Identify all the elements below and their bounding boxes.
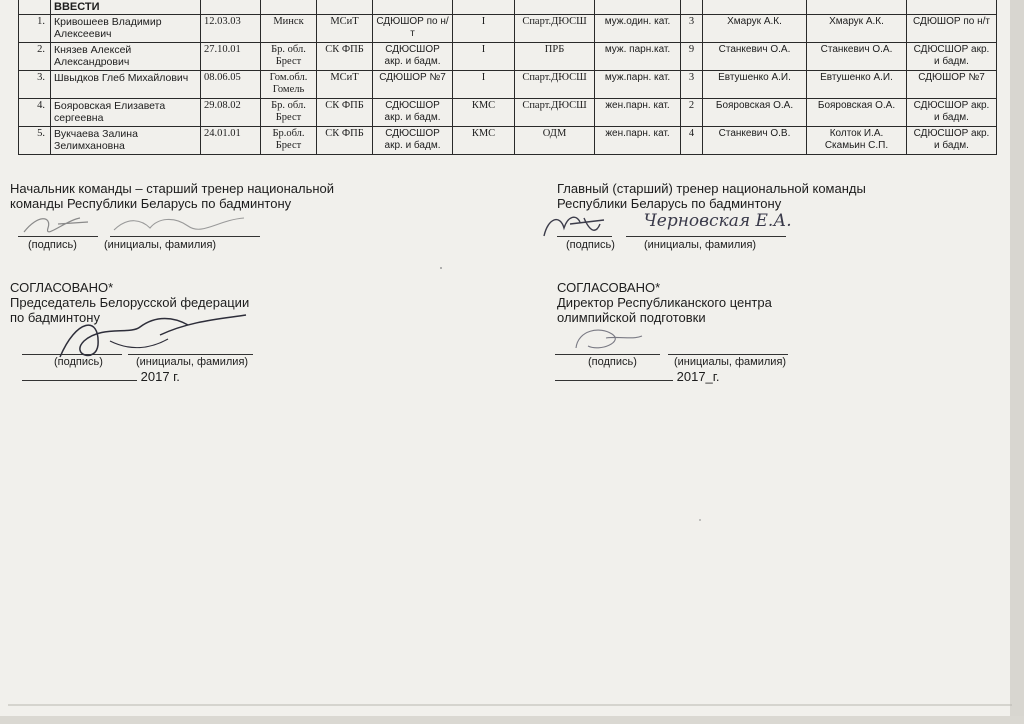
rating-category-cell: жен.парн. кат. xyxy=(595,127,681,155)
sports-school-cell: СДЮСШОР акр. и бадм. xyxy=(373,127,453,155)
rating-category-cell: муж. парн.кат. xyxy=(595,43,681,71)
table-row xyxy=(19,99,997,127)
sport-rank-cell: I xyxy=(453,43,515,71)
club-cell: СДЮШОР по н/т xyxy=(907,15,997,43)
sport-rank-cell: I xyxy=(453,71,515,99)
approval-line-1: Председатель Белорусской федерации xyxy=(10,295,250,310)
region-cell: Минск xyxy=(261,15,317,43)
caption-signature: (подпись) xyxy=(54,356,103,368)
personal-coach-cell: Евтушенко А.И. xyxy=(703,71,807,99)
row-number-cell: 4. xyxy=(19,99,51,127)
approval-heading: СОГЛАСОВАНО* xyxy=(10,280,114,295)
athlete-name-cell: Кривошеев Владимир Алексеевич xyxy=(51,15,201,43)
region-cell: Бр.обл. Брест xyxy=(261,127,317,155)
rating-category-cell: муж.один. кат. xyxy=(595,15,681,43)
organization-cell: ОДМ xyxy=(515,127,595,155)
name-line xyxy=(626,211,792,237)
handwritten-name: Черновская Е.А. xyxy=(643,211,792,231)
table-row xyxy=(19,71,997,99)
athlete-name-cell: Швыдков Глеб Михайлович xyxy=(51,71,201,99)
federation-date-row xyxy=(22,368,180,384)
table-row xyxy=(19,15,997,43)
row-number-cell: 3. xyxy=(19,71,51,99)
caption-signature: (подпись) xyxy=(28,239,77,251)
caption-initials: (инициалы, фамилия) xyxy=(643,239,757,251)
club-cell: СДЮСШОР акр. и бадм. xyxy=(907,99,997,127)
row-number-cell: 1. xyxy=(19,15,51,43)
birth-date-cell: 29.08.02 xyxy=(201,99,261,127)
birth-date-cell: 12.03.03 xyxy=(201,15,261,43)
caption-initials: (инициалы, фамилия) xyxy=(103,239,217,251)
birth-date-cell: 27.10.01 xyxy=(201,43,261,71)
athlete-name-cell: Вукчаева Залина Зелимхановна xyxy=(51,127,201,155)
sports-school-cell: СДЮШОР №7 xyxy=(373,71,453,99)
name-line xyxy=(668,340,788,355)
table-header-fragment xyxy=(19,0,997,15)
chief-coach-title-1: Главный (старший) тренер национальной команды xyxy=(557,181,866,196)
approval-year: 2017 г. xyxy=(140,369,180,384)
approval-line-1: Директор Республиканского центра xyxy=(557,295,772,310)
approval-year: 2017_г. xyxy=(676,369,720,384)
organization-cell: ПРБ xyxy=(515,43,595,71)
athlete-name-cell: Бояровская Елизавета сергеевна xyxy=(51,99,201,127)
header-fragment-text: ВВЕСТИ xyxy=(51,0,201,15)
department-cell: МСиТ xyxy=(317,71,373,99)
chief-coach-signature-image xyxy=(540,210,620,240)
rating-category-cell: муж.парн. кат. xyxy=(595,71,681,99)
chief-coach-block xyxy=(557,181,866,211)
place-cell: 4 xyxy=(681,127,703,155)
organization-cell: Спарт.ДЮСШ xyxy=(515,15,595,43)
birth-date-cell: 08.06.05 xyxy=(201,71,261,99)
chief-coach-title-2: Республики Беларусь по бадминтону xyxy=(557,196,782,211)
athlete-name-cell: Князев Алексей Александрович xyxy=(51,43,201,71)
region-cell: Гом.обл. Гомель xyxy=(261,71,317,99)
place-cell: 3 xyxy=(681,71,703,99)
head-coach-title-1: Начальник команды – старший тренер национальной xyxy=(10,181,335,196)
caption-signature: (подпись) xyxy=(566,239,615,251)
center-date-row xyxy=(555,368,720,384)
department-cell: СК ФПБ xyxy=(317,99,373,127)
row-number-cell: 5. xyxy=(19,127,51,155)
personal-coach-cell: Бояровская О.А. xyxy=(703,99,807,127)
head-coach-captions xyxy=(28,238,216,253)
region-cell: Бр. обл. Брест xyxy=(261,99,317,127)
club-cell: СДЮШОР №7 xyxy=(907,71,997,99)
first-coach-cell: Бояровская О.А. xyxy=(807,99,907,127)
date-line xyxy=(22,368,137,381)
rating-category-cell: жен.парн. кат. xyxy=(595,99,681,127)
roster-body xyxy=(19,15,997,155)
center-director-signature-image xyxy=(570,318,650,358)
head-coach-block xyxy=(10,181,334,211)
first-coach-cell: Хмарук А.К. xyxy=(807,15,907,43)
personal-coach-cell: Станкевич О.А. xyxy=(703,43,807,71)
organization-cell: Спарт.ДЮСШ xyxy=(515,71,595,99)
caption-signature: (подпись) xyxy=(588,356,637,368)
caption-initials: (инициалы, фамилия) xyxy=(673,356,787,368)
approval-heading: СОГЛАСОВАНО* xyxy=(557,280,661,295)
federation-chair-signature-image xyxy=(40,305,270,365)
head-coach-title-2: команды Республики Беларусь по бадминтону xyxy=(10,196,292,211)
chief-coach-captions xyxy=(566,238,756,253)
department-cell: МСиТ xyxy=(317,15,373,43)
row-number-cell: 2. xyxy=(19,43,51,71)
club-cell: СДЮСШОР акр. и бадм. xyxy=(907,43,997,71)
caption-initials: (инициалы, фамилия) xyxy=(135,356,249,368)
sport-rank-cell: КМС xyxy=(453,127,515,155)
personal-coach-cell: Станкевич О.В. xyxy=(703,127,807,155)
sport-rank-cell: I xyxy=(453,15,515,43)
sport-rank-cell: КМС xyxy=(453,99,515,127)
place-cell: 3 xyxy=(681,15,703,43)
team-roster-table xyxy=(18,0,997,155)
personal-coach-cell: Хмарук А.К. xyxy=(703,15,807,43)
department-cell: СК ФПБ xyxy=(317,43,373,71)
department-cell: СК ФПБ xyxy=(317,127,373,155)
sports-school-cell: СДЮШОР по н/т xyxy=(373,15,453,43)
place-cell: 2 xyxy=(681,99,703,127)
club-cell: СДЮСШОР акр. и бадм. xyxy=(907,127,997,155)
organization-cell: Спарт.ДЮСШ xyxy=(515,99,595,127)
place-cell: 9 xyxy=(681,43,703,71)
sports-school-cell: СДЮСШОР акр. и бадм. xyxy=(373,99,453,127)
table-row xyxy=(19,127,997,155)
approval-line-2: по бадминтону xyxy=(10,310,100,325)
sports-school-cell: СДЮСШОР акр. и бадм. xyxy=(373,43,453,71)
region-cell: Бр. обл. Брест xyxy=(261,43,317,71)
date-line xyxy=(555,368,673,381)
first-coach-cell: Евтушенко А.И. xyxy=(807,71,907,99)
table-row xyxy=(19,43,997,71)
approval-line-2: олимпийской подготовки xyxy=(557,310,706,325)
first-coach-cell: Колток И.А. Скамьин С.П. xyxy=(807,127,907,155)
head-coach-signature-image xyxy=(18,210,258,240)
first-coach-cell: Станкевич О.А. xyxy=(807,43,907,71)
birth-date-cell: 24.01.01 xyxy=(201,127,261,155)
